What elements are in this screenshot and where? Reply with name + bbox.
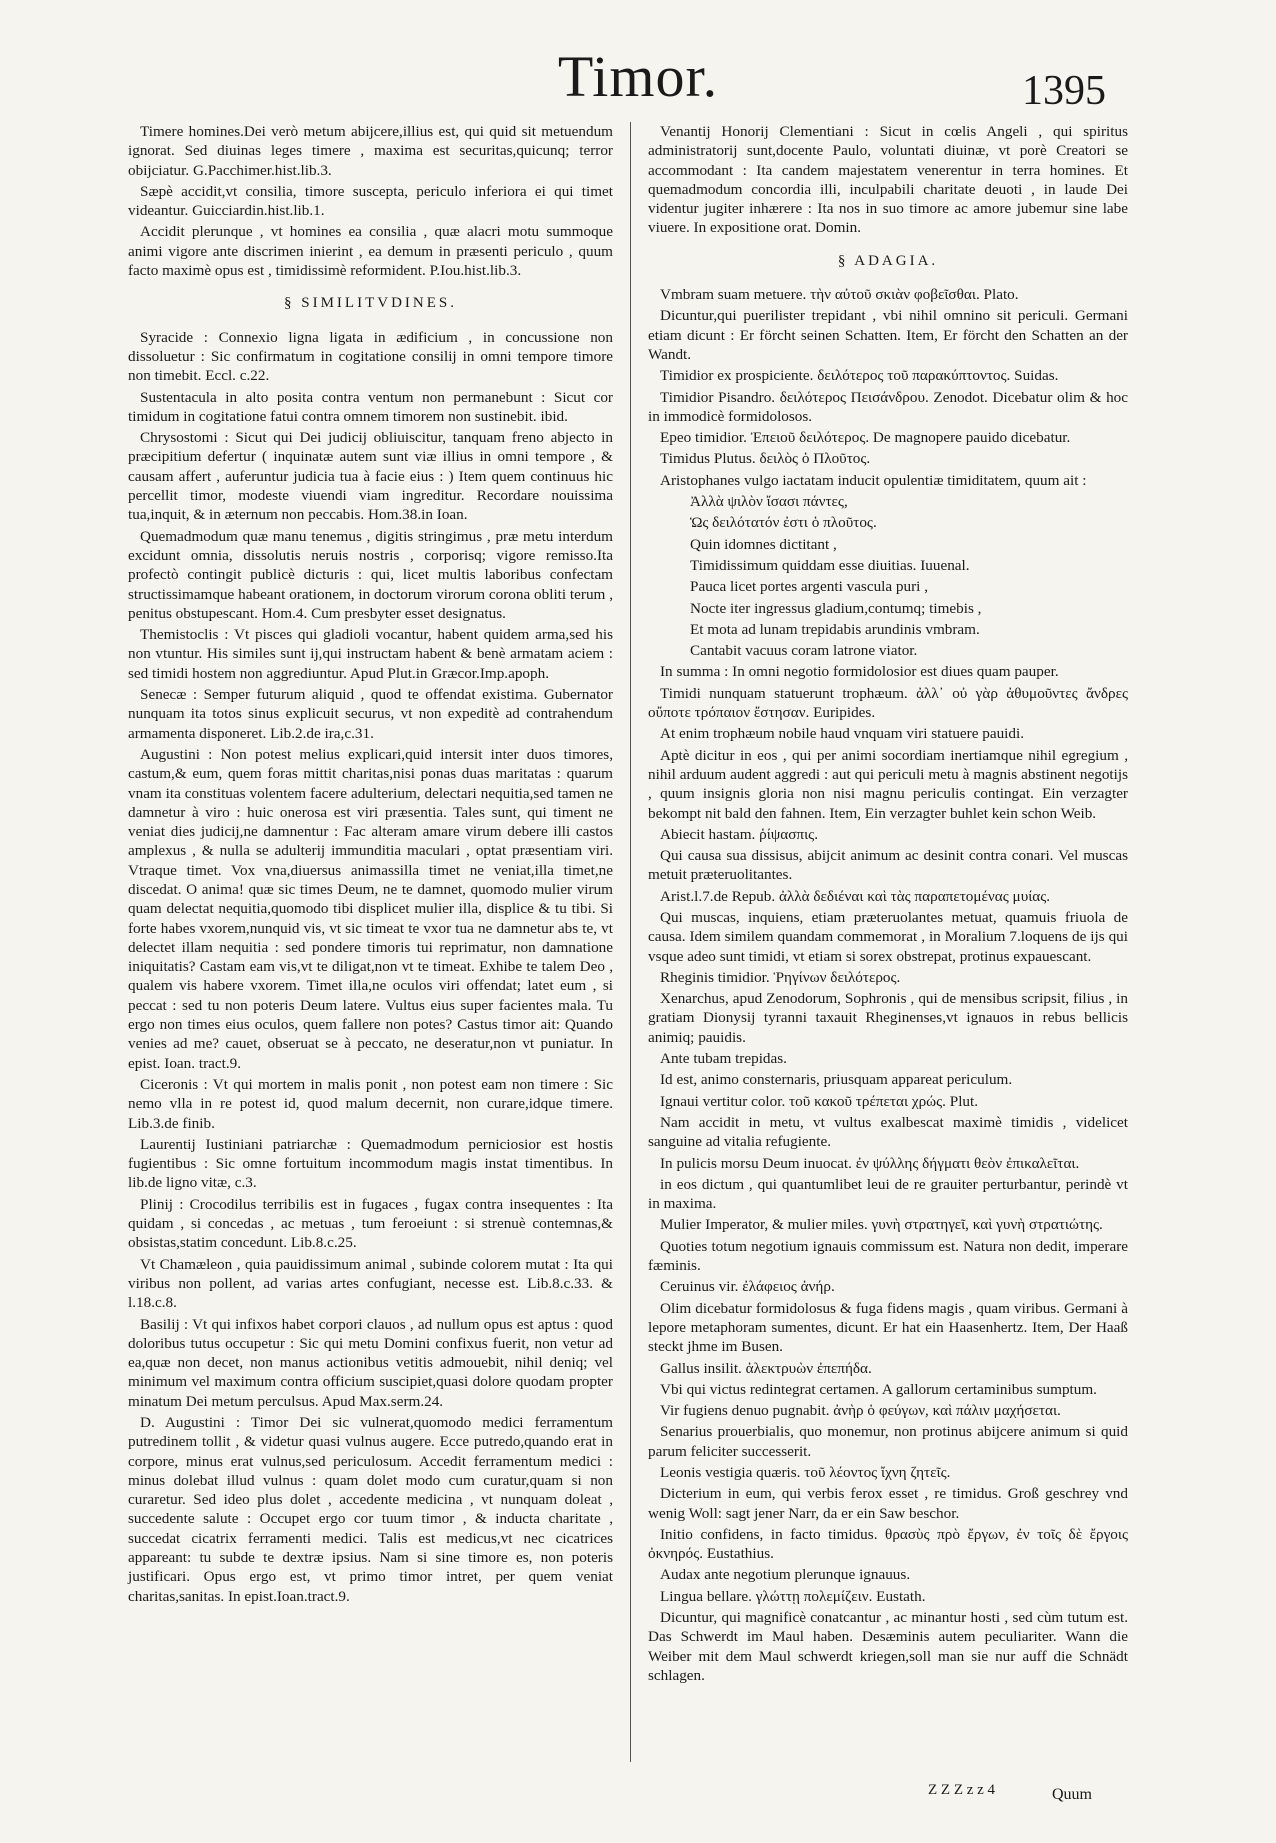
paragraph: Quemadmodum quæ manu tenemus , digitis stringimus , præ metu interdum excidunt omnia, dissolutis neruis nostris , corporisq; vigore remisso.Ita profectò contingit publicè dicturis : qui, licet multis laboribus confectam structissimamque habeant orationem, in doctorum virorum corona obliti terum , penitus obstupescant. Hom.4. Cum presbyter esset designatus. xyxy=(128,527,613,622)
verse-line: Cantabit vacuus coram latrone viator. xyxy=(690,642,918,660)
adage-entry: Ante tubam trepidas. xyxy=(660,1050,787,1068)
adage-entry: Dicterium in eum, qui verbis ferox esset , re timidus. Groß geschrey vnd wenig Woll: sagt jener Narr, da er ein Saw beschor. xyxy=(648,1485,1128,1522)
adage-entry: Gallus insilit. ἀλεκτρυὼν ἐπεπήδα. xyxy=(660,1359,872,1377)
adagia-list xyxy=(648,285,1128,1685)
adage-entry: Vir fugiens denuo pugnabit. ἀνὴρ ὁ φεύγων, καὶ πάλιν μαχήσεται. xyxy=(660,1402,1061,1420)
adage-entry: Ignaui vertitur color. τοῦ κακοῦ τρέπεται χρώς. Plut. xyxy=(660,1092,979,1110)
adage-entry: At enim trophæum nobile haud vnquam viri statuere pauidi. xyxy=(660,725,1025,743)
page-title: Timor. xyxy=(557,44,719,109)
paragraph: Chrysostomi : Sicut qui Dei judicij obliuiscitur, tanquam freno abjecto in præcipitium defertur ( inquinatæ autem sunt viæ illius in omni tempore , & causam affert , auferuntur judicia tua à facie eius : ) Item quem continuus hic percellit timor, modeste viuendi viam ingreditur. Recordare nouissima tua,inquit, & in æternum non peccabis. Hom.38.in Ioan. xyxy=(128,429,613,524)
page-number: 1395 xyxy=(1022,68,1106,114)
adage-entry: Timidus Plutus. δειλὸς ὁ Πλοῦτος. xyxy=(660,450,871,468)
paragraph: Themistoclis : Vt pisces qui gladioli vocantur, habent quidem arma,sed his non vtuntur. His similes sunt ij,qui instructam habent & benè armatam aciem : sed timidi hostem non aggrediuntur. Apud Plut.in Græcor.Imp.apoph. xyxy=(128,626,613,682)
column-divider xyxy=(630,122,631,1762)
adage-entry: Abiecit hastam. ῥίψασπις. xyxy=(660,825,818,843)
paragraph: Venantij Honorij Clementiani : Sicut in cœlis Angeli , qui spiritus administratorij sunt,docente Paulo, voluntati diuinæ, vt porè Creatori se accommodant : Ita candem majestatem venerentur in terra homines. Et quemadmodum concordia illi, inculpabili charitate deuoti , in laude Dei videntur jugiter inhærere : Ita nos in suo timore ac amore jubemur sine labe viuere. In expositione orat. Domin. xyxy=(648,123,1128,237)
verse-line: Quin idomnes dictitant , xyxy=(690,535,837,553)
signature-mark: Z Z Z z z 4 xyxy=(928,1782,996,1798)
adage-entry: In summa : In omni negotio formidolosior est diues quam pauper. xyxy=(660,663,1059,681)
right-column xyxy=(648,122,1128,1687)
verse-line: Nocte iter ingressus gladium,contumq; timebis , xyxy=(690,599,982,617)
adage-entry: Aptè dicitur in eos , qui per animi socordiam inertiamque nihil egregium , nihil arduum audent aggredi : aut qui periculi metu à magnis abstinent negotijs , quum insignis gloria non nisi magnu periculis contingat. Ein verzagter bekompt nit bald den fahnen. Item, Ein verzagter buhlet kein schon Weib. xyxy=(648,746,1128,822)
adage-entry: Arist.l.7.de Repub. ἀλλὰ δεδιέναι καὶ τὰς παραπετομένας μυίας. xyxy=(660,887,1051,905)
adage-entry: Timidior Pisandro. δειλότερος Πεισάνδρου. Zenodot. Dicebatur olim & hoc in immodicè formidolosos. xyxy=(648,388,1128,425)
adage-entry: Mulier Imperator, & mulier miles. γυνὴ στρατηγεῖ, καὶ γυνὴ στρατιώτης. xyxy=(660,1216,1103,1234)
verse-line: Timidissimum quiddam esse diuitias. Iuuenal. xyxy=(690,556,970,574)
paragraph: Augustini : Non potest melius explicari,quid intersit inter duos timores, castum,& eum, quem foras mittit charitas,nisi ponas duas maritatas : quarum vnam ita constituas volentem facere adulterium, delectari nequitia,sed tamen ne damnetur à viro : huic onerosa est viri præsentia. Tales sunt, qui timent ne veniat dies judicij,ne damnentur : Fac alteram amare virum debere illi castos amplexus , & nulla se adulterij immunditia maculari , optat præsentiam viri. Vtraque timet. Vox vna,diuersus animassilla timet ne veniat,illa timet,ne discedat. O anima! quæ sic times Deum, ne te damnet, quomodo mulier virum quam delectat nequitia,quomodo tibi displicet mulier illa, displice & tu tibi. Si forte habes vxorem,nunquid vis, vt sic timeat te vxor tua ne damnetur abs te, vt delectet illam nequitia : sed pondere timoris tui reprimatur, non damnatione iniquitatis? Castam eam vis,vt te diligat,non vt te timeat. Exhibe te talem Deo , qualem vis habere vxorem. Timet illa,ne oculos viri offendat; latet eum , si peccat : sed tu non poteris Deum latere. Vultus eius super facientes mala. Tu ergo non times eius oculos, quem fallere non potes? Castus timor ait: Quando venies ad me? cauet, obseruat se à peccato, ne deseratur,non vt puniatur. In epist. Ioan. tract.9. xyxy=(128,745,613,1072)
adage-entry: Aristophanes vulgo iactatam inducit opulentiæ timiditatem, quum ait : xyxy=(660,471,1087,489)
adage-entry: Vmbram suam metuere. τὴν αὐτοῦ σκιὰν φοβεῖσθαι. Plato. xyxy=(660,286,1019,304)
paragraph: Accidit plerunque , vt homines ea consilia , quæ alacri motu summoque animi vigore ante discrimen inierint , ea demum in præsenti periculo , quum facto maximè opus est , timidissimè reformident. P.Iou.hist.lib.3. xyxy=(128,223,613,280)
adage-entry: Leonis vestigia quæris. τοῦ λέοντος ἴχνη ζητεῖς. xyxy=(660,1464,951,1481)
adage-entry: Lingua bellare. γλώττῃ πολεμίζειν. Eustath. xyxy=(660,1587,926,1605)
adage-entry: Qui causa sua dissisus, abijcit animum ac desinit contra conari. Vel muscas metuit præteruolitantes. xyxy=(648,847,1128,884)
adage-entry: in eos dictum , qui quantumlibet leui de re grauiter perturbantur, perindè vt in maxima. xyxy=(648,1175,1128,1213)
paragraph: Timere homines.Dei verò metum abijcere,illius est, qui quid sit metuendum ignorat. Sed diuinas leges timere , maxima est securitas,quicunq; terror obijciatur. G.Pacchimer.hist.lib.3. xyxy=(128,123,613,179)
adage-entry: In pulicis morsu Deum inuocat. ἐν ψύλλης δήγματι θεὸν ἐπικαλεῖται. xyxy=(660,1154,1080,1172)
adage-entry: Ceruinus vir. ἐλάφειος ἀνήρ. xyxy=(660,1278,835,1296)
paragraph: Ciceronis : Vt qui mortem in malis ponit , non potest eam non timere : Sic nemo vlla in re potest id, quod malum decernit, non curare,idque timere. Lib.3.de finib. xyxy=(128,1075,613,1132)
adage-entry: Vbi qui victus redintegrat certamen. A gallorum certaminibus sumptum. xyxy=(660,1380,1097,1398)
catchword: Quum xyxy=(1052,1786,1092,1803)
paragraph: Sæpè accidit,vt consilia, timore suscepta, periculo inferiora ei qui timet videantur. Guicciardin.hist.lib.1. xyxy=(128,182,613,220)
paragraph: D. Augustini : Timor Dei sic vulnerat,quomodo medici ferramentum putredinem tollit , & videtur quasi vulnus augere. Ecce putredo,quando erat in corpore, minus erat vulnus,sed periculosum. Accedit ferramentum medici : minus dolebat illud vulnus : quam dolet modo cum curatur,quam si non curaretur. Sed ideo plus dolet , accedente medicina , vt nunquam doleat , succedente salute : Occupet ergo cor tuum timor , & inducta charitate , succedat cicatrix ferramenti medici. Talis est medicus,vt nec cicatrices appareant: tu subde te dextræ ipsius. Nam si sine timore es, non poteris justificari. Opus ergo est, vt primo timor intret, per quem veniat charitas,sanitas. In epist.Ioan.tract.9. xyxy=(128,1414,613,1605)
adage-entry: Id est, animo consternaris, priusquam appareat periculum. xyxy=(660,1071,1013,1089)
adage-entry: Senarius prouerbialis, quo monemur, non protinus abijcere animum si quid parum feliciter successerit. xyxy=(648,1423,1128,1460)
adage-entry: Nam accidit in metu, vt vultus exalbescat maximè timidis , videlicet sanguine ad vitalia refugiente. xyxy=(648,1113,1128,1151)
section-heading-similitudines: § SIMILITVDINES. xyxy=(284,295,457,312)
verse-line: Et mota ad lunam trepidabis arundinis vmbram. xyxy=(690,620,980,638)
adage-entry: Quoties totum negotium ignauis commissum est. Natura non dedit, imperare fæminis. xyxy=(648,1237,1128,1275)
paragraph: Sustentacula in alto posita contra ventum non permanebunt : Sicut cor timidum in cogitatione fatui contra omnem timorem non sustinebit. ibid. xyxy=(128,388,613,425)
adage-entry: Timidi nunquam statuerunt trophæum. ἀλλ᾽ οὐ γὰρ ἀθυμοῦντες ἄνδρες οὔποτε τρόπαιον ἔστησαν. Euripides. xyxy=(648,684,1128,722)
adage-entry: Dicuntur, qui magnificè conatcantur , ac minantur hosti , sed cùm tutum est. Das Schwerdt im Maul haben. Desæminis autem peculiariter. Wann die Weiber mit dem Maul schwerdt kriegen,soll man sie nur auff die Schnädt schlagen. xyxy=(648,1609,1128,1684)
verse-line: Pauca licet portes argenti vascula puri , xyxy=(690,578,928,596)
adage-entry: Olim dicebatur formidolosus & fuga fidens magis , quam viribus. Germani à lepore metaphoram sumentes, dicunt. Er hat ein Haasenhertz. Item, Der Haaß steckt jhme im Busen. xyxy=(648,1299,1128,1356)
adage-entry: Timidior ex prospiciente. δειλότερος τοῦ παρακύπτοντος. Suidas. xyxy=(660,367,1059,385)
adage-entry: Qui muscas, inquiens, etiam præteruolantes metuat, quamuis friuola de causa. Idem similem quandam commemorat , in Moralium 7.loquens de ijs qui vsque adeo sunt timidi, vt etiam si sorex obstrepat, protinus expauescant. xyxy=(648,908,1128,965)
adage-entry: Initio confidens, in facto timidus. θρασὺς πρὸ ἔργων, ἐν τοῖς δὲ ἔργοις ὀκνηρός. Eustathius. xyxy=(648,1525,1128,1563)
adage-entry: Epeo timidior. Ἐπειοῦ δειλότερος. De magnopere pauido dicebatur. xyxy=(660,429,1071,447)
paragraph: Senecæ : Semper futurum aliquid , quod te offendat existima. Gubernator nunquam ita totos sinus explicuit securus, vt non expeditè ad contrahendum armamenta disponeret. Lib.2.de ira,c.31. xyxy=(128,686,613,742)
verse-line: Ἀλλὰ ψιλὸν ἴσασι πάντες, xyxy=(690,493,848,511)
adage-entry: Xenarchus, apud Zenodorum, Sophronis , qui de mensibus scripsit, filius , in gratiam Dionysij tyranni taxauit Rheginenses,vt ignauos in rebus bellicis animiq; pauidis. xyxy=(648,990,1128,1046)
adage-entry: Dicuntur,qui puerilister trepidant , vbi nihil omnino sit periculi. Germani etiam dicunt : Er förcht seinen Schatten. Item, Er förcht den Schatten an der Wandt. xyxy=(648,307,1128,363)
paragraph: Syracide : Connexio ligna ligata in ædificium , in concussione non dissoluetur : Sic confirmatum in cogitatione consilij in omni tempore timore non timebit. Eccl. c.22. xyxy=(128,328,613,385)
left-column xyxy=(128,122,613,1608)
adage-entry: Audax ante negotium plerunque ignauus. xyxy=(660,1566,911,1584)
paragraph: Laurentij Iustiniani patriarchæ : Quemadmodum perniciosior est hostis fugientibus : Sic omne fortuitum incommodum magis instat timentibus. In lib.de ligno vitæ, c.3. xyxy=(128,1135,613,1192)
adage-entry: Rheginis timidior. Ῥηγίνων δειλότερος. xyxy=(660,968,901,986)
paragraph: Basilij : Vt qui infixos habet corpori clauos , ad nullum opus est aptus : quod doloribus tutus occupetur : Sic qui metu Domini confixus fuerit, non vetur ad ea,quæ non decet, non manus actionibus vetitis admouebit, nihil deniq; vel minimum vel maximum contra officium suscipiet,quasi dolore quodam propter minatum Dei metum perculsus. Apud Max.serm.24. xyxy=(128,1315,613,1410)
section-heading-adagia: § ADAGIA. xyxy=(837,252,939,269)
paragraph: Vt Chamæleon , quia pauidissimum animal , subinde colorem mutat : Ita qui viribus non pollent, ad varias artes confugiant, necesse est. Lib.8.c.33. & l.18.c.8. xyxy=(128,1255,613,1312)
paragraph: Plinij : Crocodilus terribilis est in fugaces , fugax contra insequentes : Ita quidam , si concedas , ac metuas , tum feroeiunt : si strenuè contemnas,& obsistas,statim concedunt. Lib.8.c.25. xyxy=(128,1195,613,1252)
verse-line: Ὡς δειλότατόν ἐστι ὁ πλοῦτος. xyxy=(690,514,877,532)
